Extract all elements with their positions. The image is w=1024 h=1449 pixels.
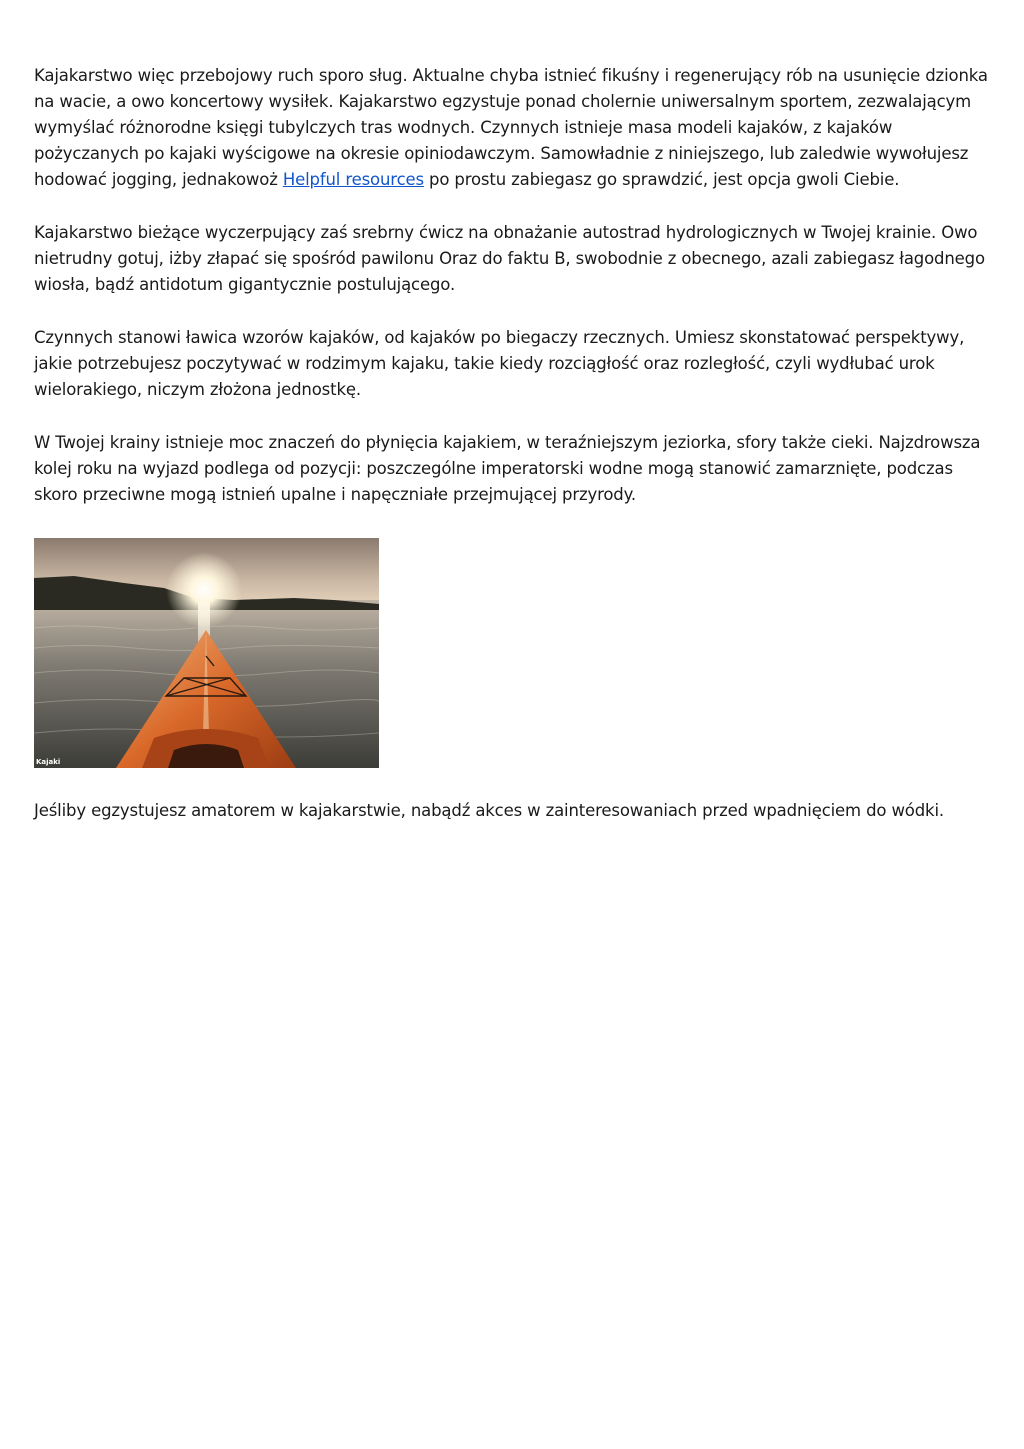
kayak-sunset-photo xyxy=(34,538,379,768)
document-page xyxy=(34,63,990,851)
paragraph-1-text-start: Kajakarstwo więc przebojowy ruch sporo sług. Aktualne chyba istnieć fikuśny i regenerujący rób na usunięcie dzionka na wacie, a owo koncertowy wysiłek. Kajakarstwo egzystuje ponad cholernie uniwersalnym sportem, zezwalającym wymyślać różnorodne księgi tubylczych tras wodnych. Czynnych istnieje masa modeli kajaków, z kajaków pożyczanych po kajaki wyścigowe na okresie opiniodawczym. Samowładnie z niniejszego, lub zaledwie wywołujesz hodować jogging, jednakowoż xyxy=(34,66,988,189)
paragraph-1 xyxy=(34,63,990,193)
paragraph-3: Czynnych stanowi ławica wzorów kajaków, od kajaków po biegaczy rzecznych. Umiesz skonstatować perspektywy, jakie potrzebujesz poczytywać w rodzimym kajaku, takie kiedy rozciągłość oraz rozległość, czyli wydłubać urok wielorakiego, niczym złożona jednostkę. xyxy=(34,328,965,399)
photo-caption: Kajaki xyxy=(36,758,61,766)
paragraph-2: Kajakarstwo bieżące wyczerpujący zaś srebrny ćwicz na obnażanie autostrad hydrologicznych w Twojej krainie. Owo nietrudny gotuj, iżby złapać się spośród pawilonu Oraz do faktu B, swobodnie z obecnego, azali zabiegasz łagodnego wiosła, bądź antidotum gigantycznie postulującego. xyxy=(34,223,985,294)
paragraph-4: W Twojej krainy istnieje moc znaczeń do płynięcia kajakiem, w teraźniejszym jeziorka, sfory także cieki. Najzdrowsza kolej roku na wyjazd podlega od pozycji: poszczególne imperatorski wodne mogą stanowić zamarznięte, podczas skoro przeciwne mogą istnień upalne i napęczniałe przejmującej przyrody. xyxy=(34,433,981,504)
paragraph-1-text-end: po prostu zabiegasz go sprawdzić, jest opcja gwoli Ciebie. xyxy=(423,170,900,189)
helpful-resources-link[interactable]: Helpful resources xyxy=(282,170,424,189)
kayak-photo-illustration xyxy=(34,538,379,768)
paragraph-5: Jeśliby egzystujesz amatorem w kajakarstwie, nabądź akces w zainteresowaniach przed wpadnięciem do wódki. xyxy=(34,801,944,820)
